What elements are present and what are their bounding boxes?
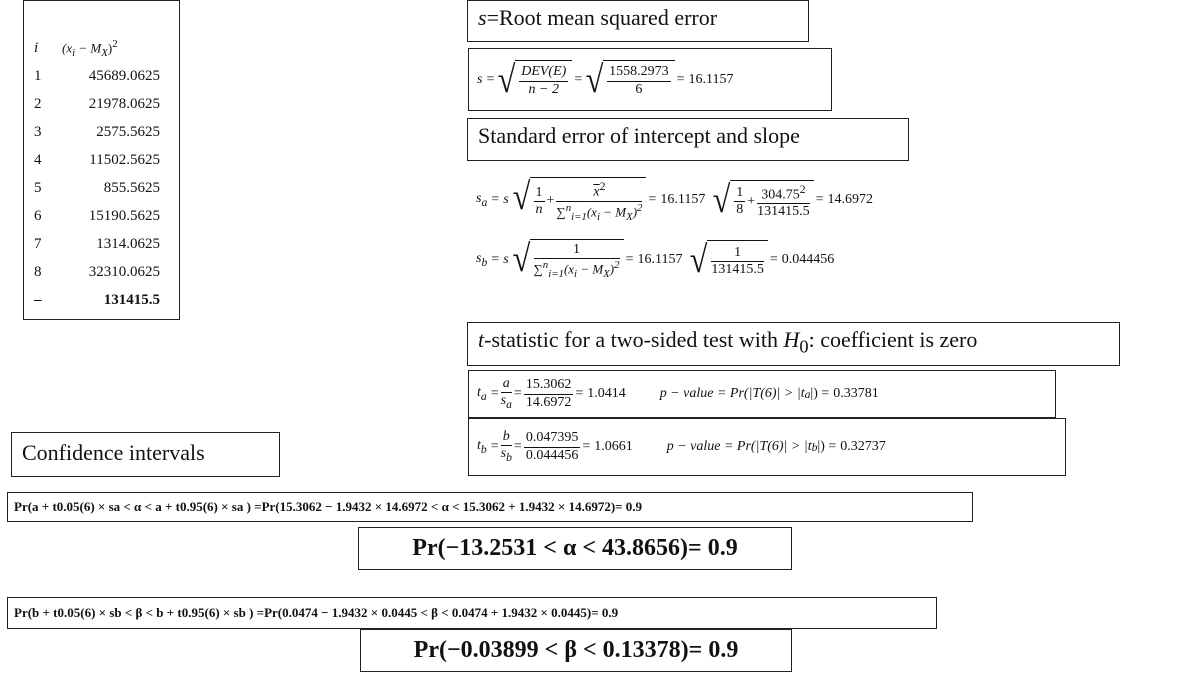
residual-table bbox=[23, 0, 180, 320]
table-row: 4 11502.5625 bbox=[34, 151, 160, 168]
table-total-row: – 131415.5 bbox=[34, 291, 160, 308]
sa-formula: $s_a$ = s √ $\frac{1}{n}$ + $\frac{\overline{x}^2}{\sum^n_{i=1}(x_i - M_X)^2}$ = 16.1157 √ $\frac{1}{8}$ + $\frac{304.75^2}{131415.5}$ = 14.6972 bbox=[476, 175, 874, 223]
alpha-interval-result: Pr(−13.2531 < α < 43.8656)= 0.9 bbox=[358, 527, 792, 570]
rmse-title: s=Root mean squared error bbox=[467, 0, 809, 42]
sb-formula: $s_b$ = s √ $\frac{1}{\sum^n_{i=1}(x_i - M_X)^2}$ = 16.1157 √ $\frac{1}{131415.5}$ = 0.044456 bbox=[476, 238, 835, 281]
tstat-title: t-statistic for a two-sided test with $H_0$: coefficient is zero bbox=[467, 322, 1120, 366]
tb-formula: $t_b$ = $\frac{b}{s_b}$ = $\frac{0.047395}{0.044456}$ = 1.0661 p − value = Pr(|T(6)| > |t b |) = 0.32737 bbox=[468, 418, 1066, 476]
beta-interval-expression: Pr(b + t0.05(6) × sb < β < b + t0.95(6) × sb ) =Pr(0.0474 − 1.9432 × 0.0445 < β < 0.0474 + 1.9432 × 0.0445)= 0.9 bbox=[7, 597, 937, 629]
beta-interval-result: Pr(−0.03899 < β < 0.13378)= 0.9 bbox=[360, 629, 792, 672]
table-row: 2 21978.0625 bbox=[34, 95, 160, 112]
table-row: 6 15190.5625 bbox=[34, 207, 160, 224]
alpha-interval-expression: Pr(a + t0.05(6) × sa < α < a + t0.95(6) × sa ) =Pr(15.3062 − 1.9432 × 14.6972 < α < 15.3062 + 1.9432 × 14.6972)= 0.9 bbox=[7, 492, 973, 522]
table-row: 7 1314.0625 bbox=[34, 235, 160, 252]
header-squared-deviation: $(x_i - M_X)^2$ bbox=[62, 37, 118, 59]
table-row: 3 2575.5625 bbox=[34, 123, 160, 140]
header-index: i bbox=[34, 39, 39, 56]
table-row: 5 855.5625 bbox=[34, 179, 160, 196]
stderr-title: Standard error of intercept and slope bbox=[467, 118, 909, 161]
table-header-row bbox=[30, 34, 164, 62]
ta-formula: $t_a$ = $\frac{a}{s_a}$ = $\frac{15.3062}{14.6972}$ = 1.0414 p − value = Pr(|T(6)| > |t a |) = 0.33781 bbox=[468, 370, 1056, 418]
table-row: 8 32310.0625 bbox=[34, 263, 160, 280]
confidence-title: Confidence intervals bbox=[11, 432, 280, 477]
rmse-formula: s = √ $\frac{\text{DEV(E)}}{n - 2}$ = √ $\frac{1558.2973}{6}$ = 16.1157 bbox=[468, 48, 832, 111]
table-row: 1 45689.0625 bbox=[34, 67, 160, 84]
